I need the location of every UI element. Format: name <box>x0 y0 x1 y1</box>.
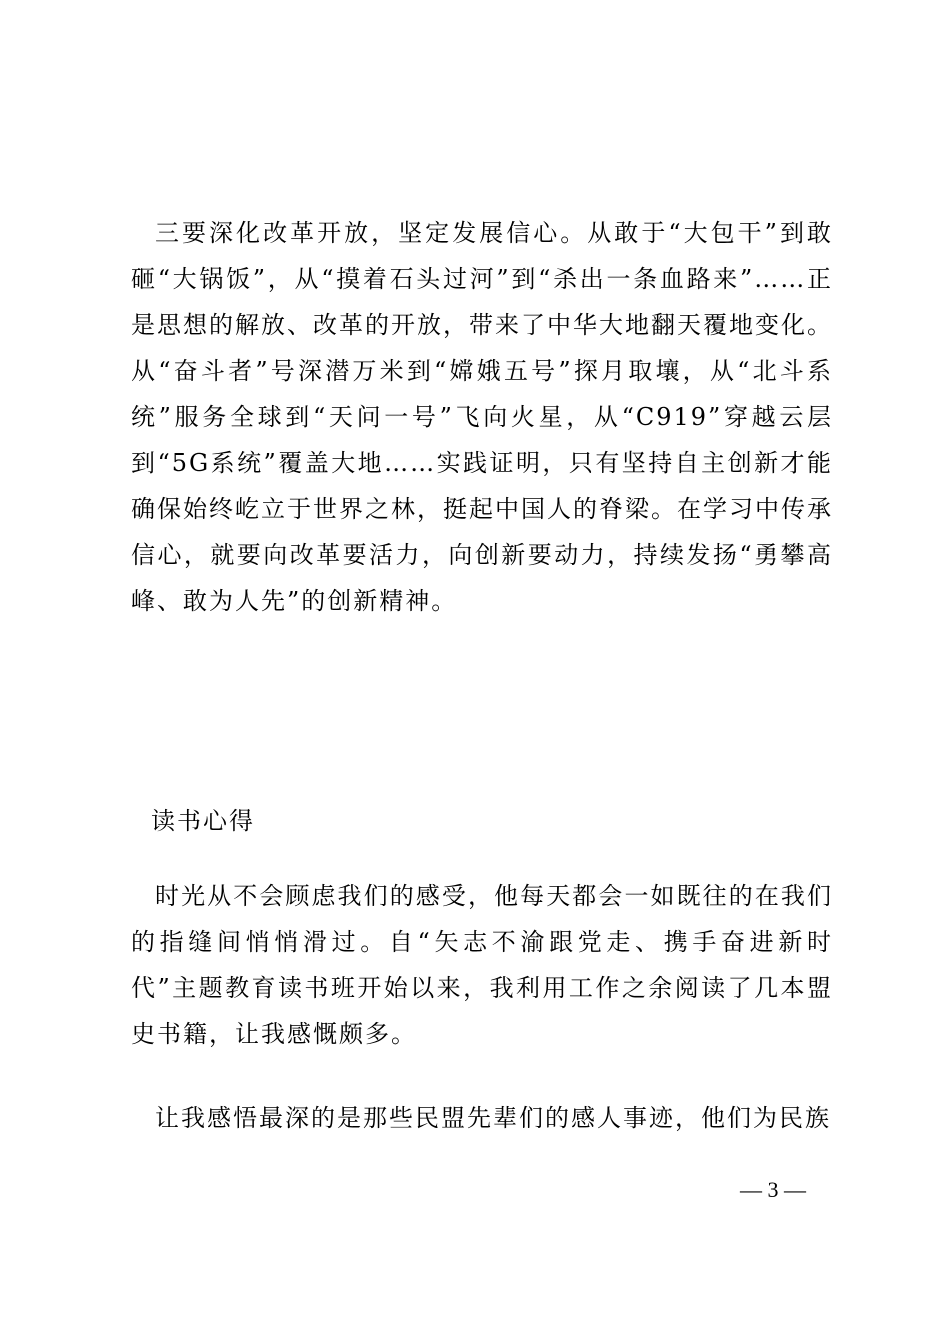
page-number: — 3 — <box>740 1177 806 1202</box>
body-paragraph-reading-intro: 时光从不会顾虑我们的感受，他每天都会一如既往的在我们的指缝间悄悄滑过。自“矢志不渝跟党走、携手奋进新时代”主题教育读书班开始以来，我利用工作之余阅读了几本盟史书籍，让我感慨颇多。 <box>131 882 833 1048</box>
body-paragraph-reform: 三要深化改革开放，坚定发展信心。从敢于“大包干”到敢砸“大锅饭”，从“摸着石头过河”到“杀出一条血路来”……正是思想的解放、改革的开放，带来了中华大地翻天覆地变化。从“奋斗者”号深潜万米到“嫦娥五号”探月取壤，从“北斗系统”服务全球到“天问一号”飞向火星，从“C919”穿越云层到“5G系统”覆盖大地……实践证明，只有坚持自主创新才能确保始终屹立于世界之林，挺起中国人的脊梁。在学习中传承信心，就要向改革要活力，向创新要动力，持续发扬“勇攀高峰、敢为人先”的创新精神。 <box>131 219 833 615</box>
body-paragraph-reading-reflection: 让我感悟最深的是那些民盟先辈们的感人事迹，他们为民族 <box>155 1104 831 1132</box>
section-heading: 读书心得 <box>151 807 255 835</box>
